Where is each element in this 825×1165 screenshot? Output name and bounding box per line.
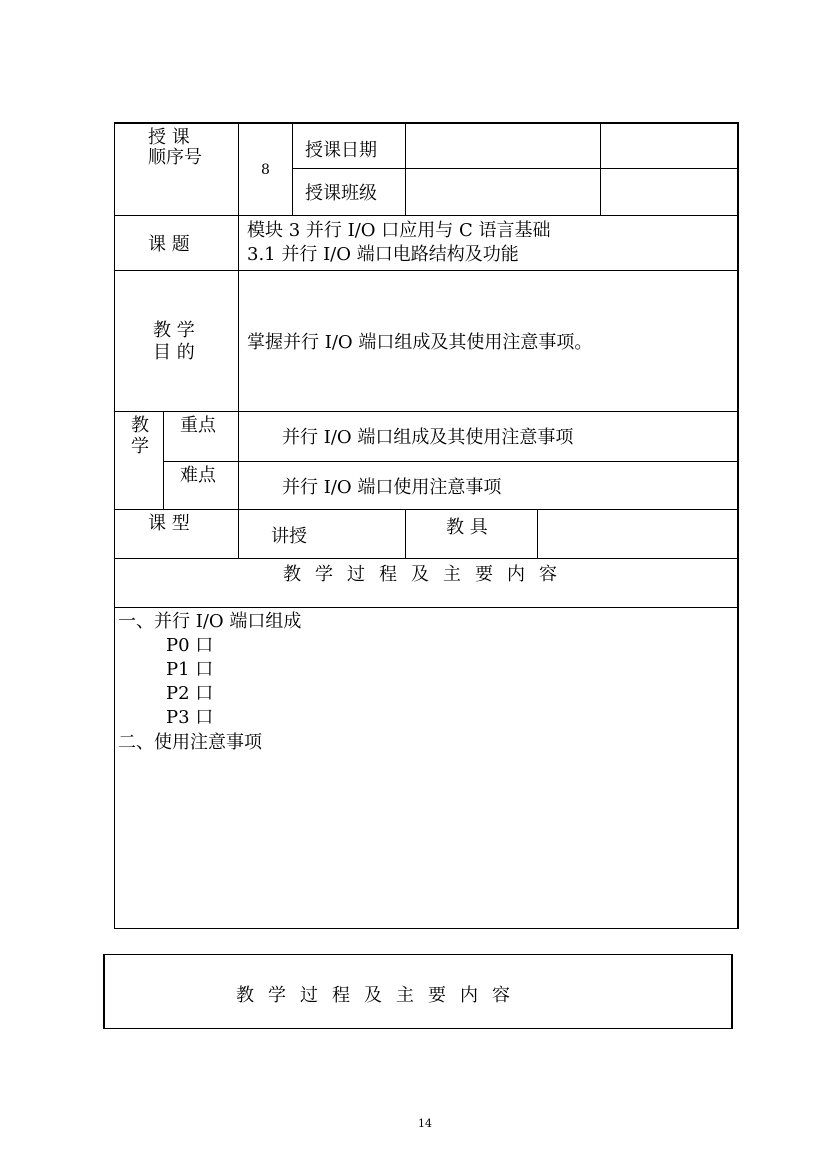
row-divider xyxy=(163,461,738,462)
content-item-p2: P2 口 xyxy=(166,683,214,704)
row-divider xyxy=(114,558,738,559)
footer-box-title: 教学过程及主要内容 xyxy=(236,985,524,1006)
course-type-value: 讲授 xyxy=(271,526,307,547)
course-type-label: 课 型 xyxy=(148,513,190,534)
difficulty-text: 并行 I/O 端口使用注意事项 xyxy=(282,477,502,498)
class-label: 授课班级 xyxy=(305,183,377,204)
col-divider xyxy=(163,411,164,509)
topic-label: 课 题 xyxy=(148,234,190,255)
col-divider xyxy=(537,509,538,558)
teaching-label: 教 xyxy=(131,415,149,436)
table-bottom-border xyxy=(114,928,739,929)
lesson-order-label: 顺序号 xyxy=(148,147,202,168)
teaching-label: 学 xyxy=(131,436,149,457)
lesson-order-value: 8 xyxy=(261,162,270,178)
content-item-p3: P3 口 xyxy=(166,707,214,728)
col-divider xyxy=(600,122,601,216)
row-divider xyxy=(114,411,738,412)
content-section-2: 二、使用注意事项 xyxy=(118,732,262,753)
col-divider xyxy=(238,122,239,559)
content-section-1: 一、并行 I/O 端口组成 xyxy=(118,611,302,632)
topic-line-1: 模块 3 并行 I/O 口应用与 C 语言基础 xyxy=(247,220,551,241)
objective-label: 目 的 xyxy=(153,342,195,363)
row-divider xyxy=(114,215,738,216)
row-divider xyxy=(114,607,738,608)
row-divider xyxy=(114,270,738,271)
content-item-p0: P0 口 xyxy=(166,635,214,656)
col-divider xyxy=(405,122,406,216)
table-right-border xyxy=(737,122,739,929)
col-divider xyxy=(292,122,293,216)
page-number: 14 xyxy=(418,1117,432,1130)
objective-label: 教 学 xyxy=(153,320,195,341)
difficulty-label: 难点 xyxy=(180,465,216,486)
table-top-border xyxy=(114,122,739,124)
teaching-tools-label: 教 具 xyxy=(446,517,488,538)
key-point-label: 重点 xyxy=(180,415,216,436)
date-label: 授课日期 xyxy=(305,140,377,161)
row-divider xyxy=(292,168,738,169)
topic-line-2: 3.1 并行 I/O 端口电路结构及功能 xyxy=(247,244,519,265)
lesson-order-label: 授 课 xyxy=(148,127,190,148)
row-divider xyxy=(114,509,738,510)
key-point-text: 并行 I/O 端口组成及其使用注意事项 xyxy=(282,427,574,448)
col-divider xyxy=(405,509,406,558)
process-heading: 教学过程及主要内容 xyxy=(283,564,571,585)
content-item-p1: P1 口 xyxy=(166,659,214,680)
table-left-border xyxy=(114,122,115,929)
objective-text: 掌握并行 I/O 端口组成及其使用注意事项。 xyxy=(247,332,593,353)
